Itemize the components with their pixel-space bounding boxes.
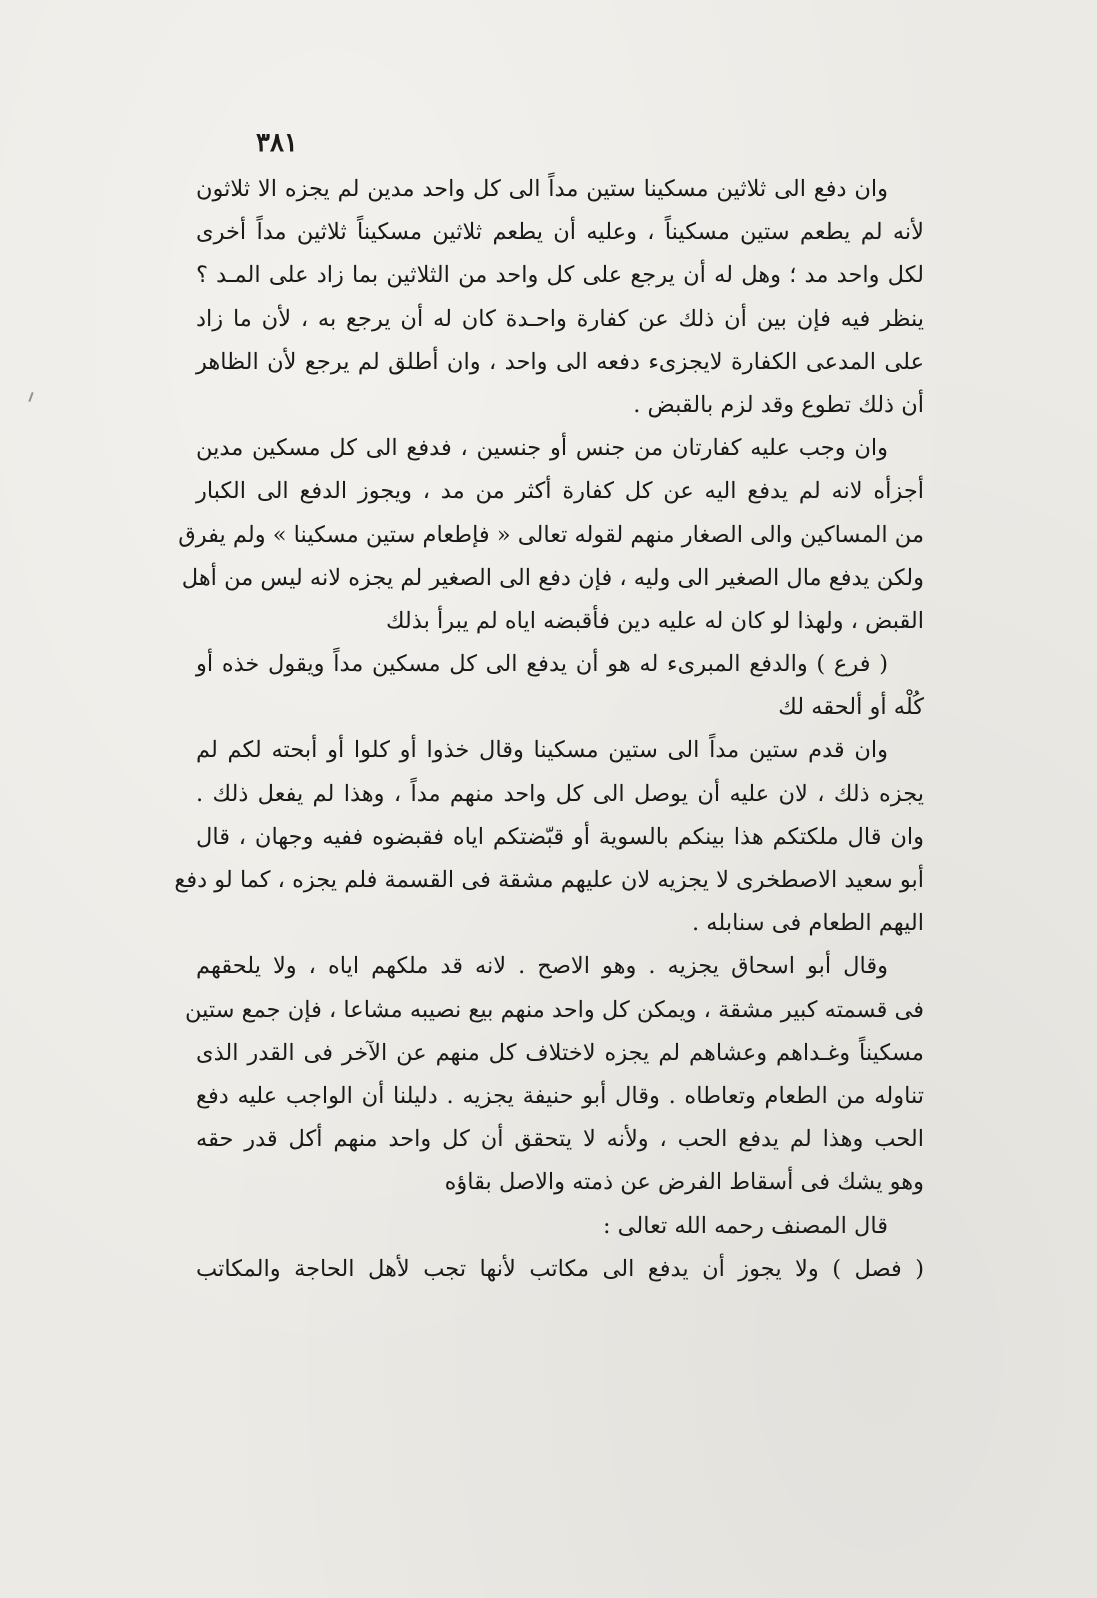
text-line: فى قسمته كبير مشقة ، ويمكن كل واحد منهم بيع نصيبه مشاعا ، فإن جمع ستين (184, 996, 924, 1023)
text-line: ( فرع ) والدفع المبرىء له هو أن يدفع الى كل مسكين مداً ويقول خذه أو (196, 651, 888, 678)
text-line: ولكن يدفع مال الصغير الى وليه ، فإن دفع الى الصغير لم يجزه لانه ليس من أهل (181, 564, 924, 591)
text-line: ينظر فيه فإن بين أن ذلك عن كفارة واحـدة كان له أن يرجع به ، لأن ما زاد (196, 305, 924, 332)
text-line: من المساكين والى الصغار منهم لقوله تعالى « فإطعام ستين مسكينا » ولم يفرق (178, 521, 924, 548)
text-line: الحب وهذا لم يدفع الحب ، ولأنه لا يتحقق أن كل واحد منهم أكل قدر حقه (196, 1126, 924, 1153)
text-line: ( فصل ) ولا يجوز أن يدفع الى مكاتب لأنها تجب لأهل الحاجة والمكاتب (196, 1255, 924, 1282)
text-line: وان وجب عليه كفارتان من جنس أو جنسين ، فدفع الى كل مسكين مدين (196, 435, 888, 462)
text-line: على المدعى الكفارة لايجزىء دفعه الى واحد ، وان أطلق لم يرجع لأن الظاهر (196, 348, 924, 375)
text-line: وقال أبو اسحاق يجزيه . وهو الاصح . لانه قد ملكهم اياه ، ولا يلحقهم (196, 953, 888, 980)
text-line: أجزأه لانه لم يدفع اليه عن كل كفارة أكثر من مد ، ويجوز الدفع الى الكبار (196, 478, 924, 505)
text-line: وان قدم ستين مداً الى ستين مسكينا وقال خذوا أو كلوا أو أبحته لكم لم (196, 737, 888, 764)
page-number: ٣٨١ (256, 128, 298, 158)
text-line: وان دفع الى ثلاثين مسكينا ستين مداً الى كل واحد مدين لم يجزه الا ثلاثون (196, 176, 888, 202)
text-line: وان قال ملكتكم هذا بينكم بالسوية أو قبّضتكم اياه فقبضوه ففيه وجهان ، قال (196, 823, 924, 850)
text-line: أبو سعيد الاصطخرى لا يجزيه لان عليهم مشقة فى القسمة فلم يجزه ، كما لو دفع (174, 867, 924, 893)
text-line: أن ذلك تطوع وقد لزم بالقبض . (633, 391, 924, 418)
text-line: تناوله من الطعام وتعاطاه . وقال أبو حنيفة يجزيه . دليلنا أن الواجب عليه دفع (196, 1082, 924, 1109)
text-line: اليهم الطعام فى سنابله . (692, 910, 924, 937)
text-line: قال المصنف رحمه الله تعالى : (602, 1212, 888, 1239)
text-line: القبض ، ولهذا لو كان له عليه دين فأقبضه اياه لم يبرأ بذلك (385, 607, 924, 634)
text-line: مسكيناً وغـداهم وعشاهم لم يجزه لاختلاف كل منهم عن الآخر فى القدر الذى (196, 1039, 924, 1066)
body-text (174, 168, 924, 1291)
text-line: لكل واحد مد ؛ وهل له أن يرجع على كل واحد من الثلاثين بما زاد على المـد ؟ (196, 262, 924, 289)
text-line: كُلْه أو ألحقه لك (778, 694, 924, 721)
text-line: وهو يشك فى أسقاط الفرض عن ذمته والاصل بقاؤه (444, 1169, 924, 1196)
text-line: يجزه ذلك ، لان عليه أن يوصل الى كل واحد منهم مداً ، وهذا لم يفعل ذلك . (196, 780, 924, 807)
text-line: لأنه لم يطعم ستين مسكيناً ، وعليه أن يطعم ثلاثين مسكيناً ثلاثين مداً أخرى (196, 219, 924, 246)
